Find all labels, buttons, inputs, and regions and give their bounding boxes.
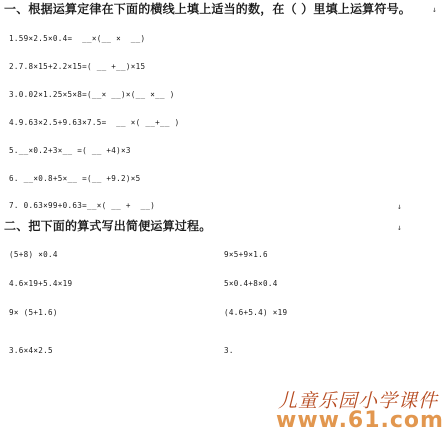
watermark-text: 儿童乐园小学课件	[278, 390, 439, 412]
exercise-row-1: 1.59×2.5×0.4= __×(__ × __)	[9, 34, 146, 43]
calc-right-1: 9×5+9×1.6	[224, 250, 268, 259]
exercise-row-4: 4.9.63×2.5+9.63×7.5= __ ×( __+__ )	[9, 118, 180, 127]
tab-mark: ↓	[397, 223, 402, 232]
calc-left-4: 3.6×4×2.5	[9, 346, 53, 355]
tab-mark: ↓	[397, 202, 402, 211]
exercise-row-5: 5.__×0.2+3×__ =( __ +4)×3	[9, 146, 131, 155]
calc-left-2: 4.6×19+5.4×19	[9, 279, 73, 288]
exercise-row-7: 7. 0.63×99+0.63=__×( __ + __)	[9, 201, 156, 210]
section1-heading: 一、根据运算定律在下面的横线上填上适当的数，在（ ）里填上运算符号。	[4, 2, 411, 16]
calc-left-3: 9× (5+1.6)	[9, 308, 58, 317]
watermark-url: www.61.com	[276, 408, 444, 433]
paragraph-mark: ↓	[432, 5, 437, 14]
section2-heading: 二、把下面的算式写出简便运算过程。	[4, 219, 212, 233]
calc-right-2: 5×0.4+8×0.4	[224, 279, 278, 288]
exercise-row-3: 3.0.02×1.25×5×8=(__× __)×(__ ×__ )	[9, 90, 175, 99]
exercise-row-2: 2.7.8×15+2.2×15=( __ +__)×15	[9, 62, 146, 71]
site-watermark-logo	[258, 386, 446, 433]
exercise-row-6: 6. __×0.8+5×__ =(__ +9.2)×5	[9, 174, 141, 183]
calc-right-3: (4.6+5.4) ×19	[224, 308, 288, 317]
calc-right-4: 3.	[224, 346, 234, 355]
calc-left-1: (5+8) ×0.4	[9, 250, 58, 259]
